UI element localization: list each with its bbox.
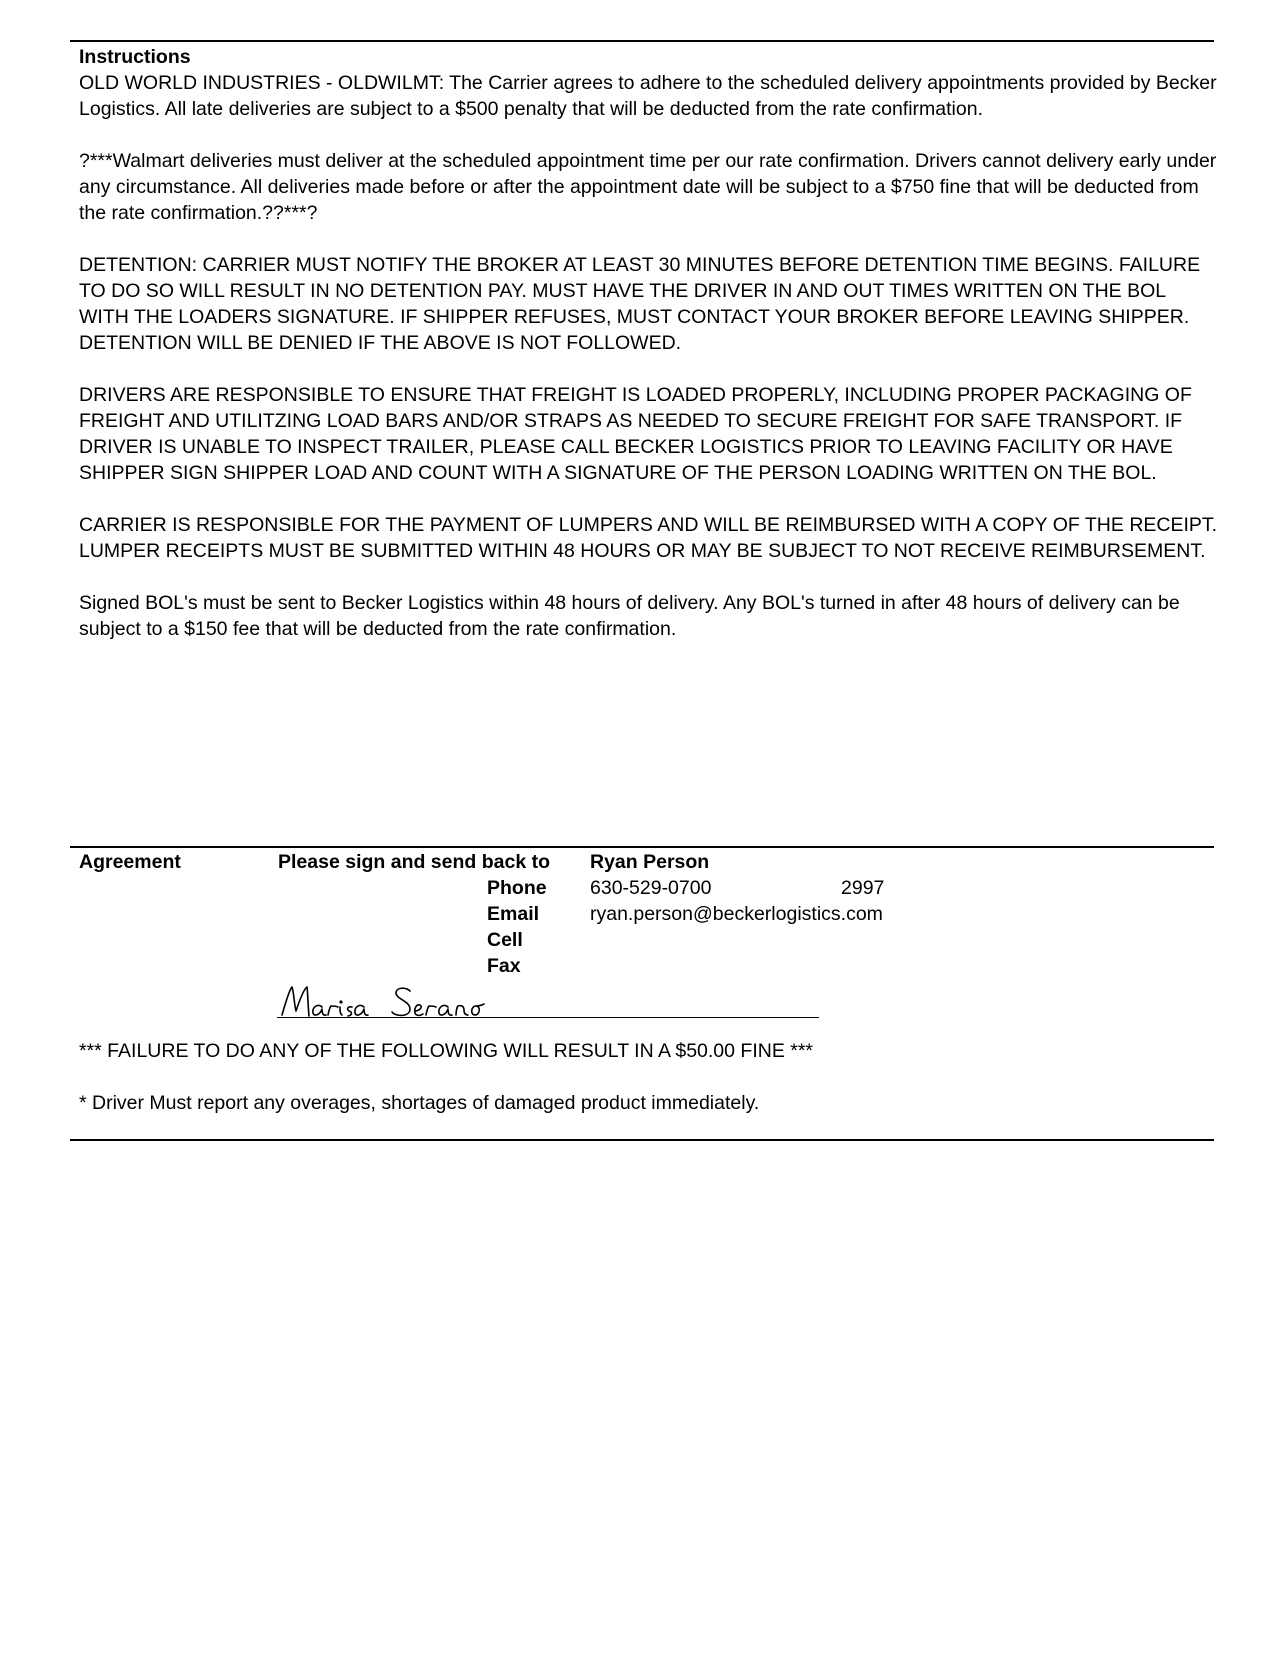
instruction-paragraph-4: DRIVERS ARE RESPONSIBLE TO ENSURE THAT FREIGHT IS LOADED PROPERLY, INCLUDING PROPER PACKAGING OF FREIGHT AND UTILITZING LOAD BARS AND/OR STRAPS AS NEEDED TO SECURE FREIGHT FOR SAFE TRANSPORT. IF DRIVER IS UNABLE TO INSPECT TRAILER, PLEASE CALL BECKER LOGISTICS PRIOR TO LEAVING FACILITY OR HAVE SHIPPER SIGN SHIPPER LOAD AND COUNT WITH A SIGNATURE OF THE PERSON LOADING WRITTEN ON THE BOL.: [79, 384, 1192, 484]
instructions-section: [79, 44, 1219, 668]
phone-label: Phone: [487, 877, 547, 899]
fax-label: Fax: [487, 955, 521, 977]
agreement-header-row: [79, 849, 1214, 875]
instructions-title: Instructions: [79, 46, 191, 68]
fine-notice: *** FAILURE TO DO ANY OF THE FOLLOWING WILL RESULT IN A $50.00 FINE ***: [79, 1040, 814, 1062]
instruction-paragraph-6: Signed BOL's must be sent to Becker Logistics within 48 hours of delivery. Any BOL's turned in after 48 hours of delivery can be subject to a $150 fee that will be deducted from the rate confirmation.: [79, 592, 1180, 640]
send-back-label: Please sign and send back to: [278, 851, 551, 873]
driver-note: * Driver Must report any overages, shortages of damaged product immediately.: [79, 1092, 760, 1114]
email-label: Email: [487, 903, 540, 925]
phone-row: [79, 875, 1214, 901]
instruction-paragraph-1: OLD WORLD INDUSTRIES - OLDWILMT: The Carrier agrees to adhere to the scheduled delivery appointments provided by Becker Logistics. All late deliveries are subject to a $500 penalty that will be deducted from the rate confirmation.: [79, 72, 1217, 120]
agreement-title: Agreement: [79, 851, 181, 873]
instruction-paragraph-2: ?***Walmart deliveries must deliver at the scheduled appointment time per our rate confirmation. Drivers cannot delivery early under any circumstance. All deliveries made before or after the appointment date will be subject to a $750 fine that will be deducted from the rate confirmation.??***?: [79, 150, 1217, 224]
bottom-divider: [70, 1139, 1214, 1141]
instruction-paragraph-5: CARRIER IS RESPONSIBLE FOR THE PAYMENT OF LUMPERS AND WILL BE REIMBURSED WITH A COPY OF THE RECEIPT. LUMPER RECEIPTS MUST BE SUBMITTED WITHIN 48 HOURS OR MAY BE SUBJECT TO NOT RECEIVE REIMBURSEMENT.: [79, 514, 1218, 562]
email-row: [79, 901, 1214, 927]
cell-row: [79, 927, 1214, 953]
signature-line: [277, 1017, 819, 1018]
agreement-section: [79, 849, 1214, 979]
top-divider: [70, 40, 1214, 42]
instruction-paragraph-3: DETENTION: CARRIER MUST NOTIFY THE BROKER AT LEAST 30 MINUTES BEFORE DETENTION TIME BEGINS. FAILURE TO DO SO WILL RESULT IN NO DETENTION PAY. MUST HAVE THE DRIVER IN AND OUT TIMES WRITTEN ON THE BOL WITH THE LOADERS SIGNATURE. IF SHIPPER REFUSES, MUST CONTACT YOUR BROKER BEFORE LEAVING SHIPPER. DETENTION WILL BE DENIED IF THE ABOVE IS NOT FOLLOWED.: [79, 254, 1201, 354]
agreement-divider: [70, 846, 1214, 848]
contact-name: Ryan Person: [590, 851, 710, 873]
cell-label: Cell: [487, 929, 523, 951]
phone-value: 630-529-0700: [590, 877, 712, 899]
email-value: ryan.person@beckerlogistics.com: [590, 903, 883, 925]
fax-row: [79, 953, 1214, 979]
phone-extension: 2997: [841, 877, 885, 899]
